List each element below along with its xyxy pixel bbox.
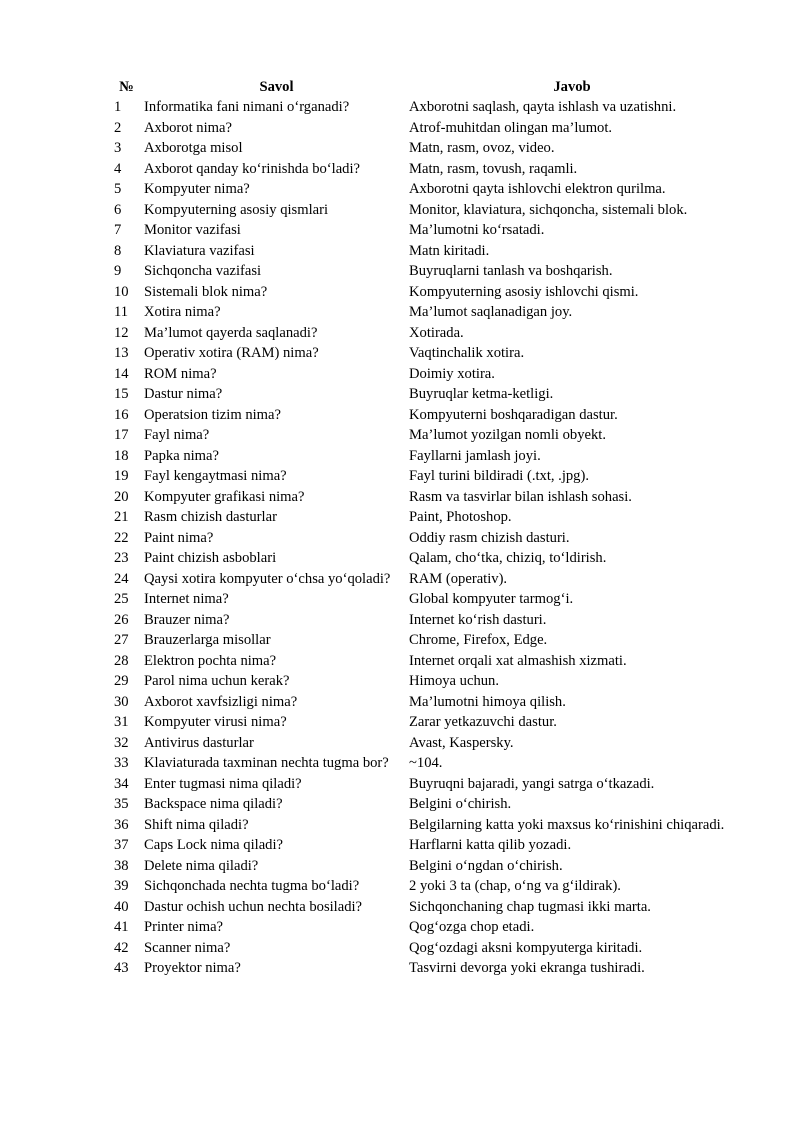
table-row <box>109 734 735 755</box>
row-question: Enter tugmasi nima qiladi? <box>144 775 302 792</box>
row-question: Dastur ochish uchun nechta bosiladi? <box>144 898 363 915</box>
row-number: 25 <box>114 591 129 608</box>
row-answer: 2 yoki 3 ta (chap, o‘ng va g‘ildirak). <box>409 878 621 895</box>
row-answer: Chrome, Firefox, Edge. <box>409 632 548 649</box>
table-row <box>109 160 735 181</box>
row-question: Printer nima? <box>144 919 224 936</box>
row-question: Brauzer nima? <box>144 611 230 628</box>
row-answer: Harflarni katta qilib yozadi. <box>409 837 572 854</box>
row-number: 32 <box>114 734 129 751</box>
row-answer: Vaqtinchalik xotira. <box>409 345 525 362</box>
table-row <box>109 139 735 160</box>
row-number: 4 <box>114 160 122 177</box>
row-question: Sichqoncha vazifasi <box>144 263 262 280</box>
row-answer: RAM (operativ). <box>409 570 508 587</box>
row-number: 28 <box>114 652 129 669</box>
row-answer: Matn, rasm, tovush, raqamli. <box>409 160 578 177</box>
row-number: 24 <box>114 570 129 587</box>
table-row <box>109 775 735 796</box>
row-number: 19 <box>114 468 129 485</box>
table-row <box>109 426 735 447</box>
row-number: 41 <box>114 919 129 936</box>
row-answer: Sichqonchaning chap tugmasi ikki marta. <box>409 898 651 915</box>
row-answer: Matn, rasm, ovoz, video. <box>409 140 555 157</box>
row-answer: Himoya uchun. <box>409 673 499 690</box>
table-row <box>109 672 735 693</box>
row-answer: Qalam, cho‘tka, chiziq, to‘ldirish. <box>409 550 607 567</box>
table-row <box>109 816 735 837</box>
row-answer: Internet ko‘rish dasturi. <box>409 611 547 628</box>
row-answer: Oddiy rasm chizish dasturi. <box>409 529 570 546</box>
row-number: 10 <box>114 283 129 300</box>
row-question: Axborot nima? <box>144 119 232 136</box>
table-row <box>109 98 735 119</box>
row-answer: Buyruqni bajaradi, yangi satrga o‘tkazadi. <box>409 775 655 792</box>
table-row <box>109 631 735 652</box>
row-number: 8 <box>114 242 122 259</box>
row-question: Ma’lumot qayerda saqlanadi? <box>144 324 318 341</box>
row-number: 9 <box>114 263 122 280</box>
table-row <box>109 365 735 386</box>
row-question: Operativ xotira (RAM) nima? <box>144 345 319 362</box>
table-row <box>109 385 735 406</box>
row-number: 29 <box>114 673 129 690</box>
row-question: Kompyuterning asosiy qismlari <box>144 201 329 218</box>
row-question: Backspace nima qiladi? <box>144 796 283 813</box>
table-row <box>109 959 735 980</box>
row-number: 3 <box>114 140 122 157</box>
row-answer: Kompyuterni boshqaradigan dastur. <box>409 406 618 423</box>
row-question: Paint nima? <box>144 529 214 546</box>
row-answer: Xotirada. <box>409 324 464 341</box>
row-question: Dastur nima? <box>144 386 223 403</box>
row-number: 34 <box>114 775 129 792</box>
row-question: Kompyuter virusi nima? <box>144 714 287 731</box>
table-row <box>109 447 735 468</box>
row-answer: Buyruqlarni tanlash va boshqarish. <box>409 263 613 280</box>
table-row <box>109 570 735 591</box>
row-question: Internet nima? <box>144 591 229 608</box>
row-answer: Belgilarning katta yoki maxsus ko‘rinishini chiqaradi. <box>409 816 725 833</box>
table-row <box>109 754 735 775</box>
header-question: Savol <box>259 78 294 95</box>
qa-table-header <box>109 76 735 98</box>
header-answer: Javob <box>553 78 591 95</box>
table-row <box>109 529 735 550</box>
table-row <box>109 713 735 734</box>
table-row <box>109 590 735 611</box>
row-number: 16 <box>114 406 129 423</box>
table-row <box>109 283 735 304</box>
row-number: 37 <box>114 837 129 854</box>
row-question: Kompyuter grafikasi nima? <box>144 488 305 505</box>
row-answer: Ma’lumotni ko‘rsatadi. <box>409 222 545 239</box>
row-number: 26 <box>114 611 129 628</box>
row-answer: Buyruqlar ketma-ketligi. <box>409 386 554 403</box>
table-row <box>109 488 735 509</box>
table-row <box>109 549 735 570</box>
row-question: Klaviatura vazifasi <box>144 242 255 259</box>
row-question: Paint chizish asboblari <box>144 550 277 567</box>
row-question: Elektron pochta nima? <box>144 652 277 669</box>
row-answer: Internet orqali xat almashish xizmati. <box>409 652 627 669</box>
row-question: Axborot qanday ko‘rinishda bo‘ladi? <box>144 160 361 177</box>
row-number: 31 <box>114 714 129 731</box>
row-answer: ~104. <box>409 755 443 772</box>
table-row <box>109 508 735 529</box>
row-question: Proyektor nima? <box>144 960 241 977</box>
row-question: Papka nima? <box>144 447 219 464</box>
table-row <box>109 939 735 960</box>
qa-table <box>109 76 735 980</box>
row-number: 11 <box>114 304 129 321</box>
table-row <box>109 918 735 939</box>
row-number: 6 <box>114 201 122 218</box>
row-question: ROM nima? <box>144 365 217 382</box>
row-number: 42 <box>114 939 129 956</box>
row-number: 33 <box>114 755 129 772</box>
row-number: 18 <box>114 447 129 464</box>
row-question: Operatsion tizim nima? <box>144 406 281 423</box>
header-number: № <box>119 78 134 95</box>
row-answer: Ma’lumot yozilgan nomli obyekt. <box>409 427 606 444</box>
row-answer: Rasm va tasvirlar bilan ishlash sohasi. <box>409 488 632 505</box>
row-number: 2 <box>114 119 122 136</box>
row-answer: Ma’lumotni himoya qilish. <box>409 693 566 710</box>
row-answer: Fayllarni jamlash joyi. <box>409 447 541 464</box>
row-question: Fayl kengaytmasi nima? <box>144 468 287 485</box>
row-answer: Tasvirni devorga yoki ekranga tushiradi. <box>409 960 645 977</box>
row-number: 17 <box>114 427 129 444</box>
row-question: Xotira nima? <box>144 304 221 321</box>
row-question: Sichqonchada nechta tugma bo‘ladi? <box>144 878 360 895</box>
row-answer: Matn kiritadi. <box>409 242 490 259</box>
row-number: 22 <box>114 529 129 546</box>
row-answer: Doimiy xotira. <box>409 365 495 382</box>
row-question: Delete nima qiladi? <box>144 857 259 874</box>
row-question: Informatika fani nimani o‘rganadi? <box>144 99 350 116</box>
table-row <box>109 795 735 816</box>
table-row <box>109 693 735 714</box>
row-answer: Axborotni saqlash, qayta ishlash va uzatishni. <box>409 99 677 116</box>
row-number: 5 <box>114 181 122 198</box>
table-row <box>109 406 735 427</box>
row-answer: Belgini o‘chirish. <box>409 796 512 813</box>
row-answer: Monitor, klaviatura, sichqoncha, sistemali blok. <box>409 201 688 218</box>
row-question: Rasm chizish dasturlar <box>144 509 277 526</box>
row-question: Axborot xavfsizligi nima? <box>144 693 298 710</box>
row-question: Kompyuter nima? <box>144 181 250 198</box>
row-answer: Atrof-muhitdan olingan ma’lumot. <box>409 119 613 136</box>
row-number: 30 <box>114 693 129 710</box>
table-row <box>109 262 735 283</box>
table-row <box>109 303 735 324</box>
row-answer: Global kompyuter tarmog‘i. <box>409 591 574 608</box>
row-question: Shift nima qiladi? <box>144 816 249 833</box>
row-answer: Belgini o‘ngdan o‘chirish. <box>409 857 563 874</box>
table-row <box>109 652 735 673</box>
table-row <box>109 836 735 857</box>
table-row <box>109 877 735 898</box>
row-answer: Fayl turini bildiradi (.txt, .jpg). <box>409 468 589 485</box>
table-row <box>109 119 735 140</box>
row-number: 14 <box>114 365 129 382</box>
row-number: 39 <box>114 878 129 895</box>
row-question: Caps Lock nima qiladi? <box>144 837 284 854</box>
table-row <box>109 467 735 488</box>
table-row <box>109 242 735 263</box>
row-number: 13 <box>114 345 129 362</box>
row-question: Parol nima uchun kerak? <box>144 673 290 690</box>
table-row <box>109 857 735 878</box>
row-answer: Axborotni qayta ishlovchi elektron qurilma. <box>409 181 666 198</box>
row-number: 40 <box>114 898 129 915</box>
row-number: 36 <box>114 816 129 833</box>
row-number: 21 <box>114 509 129 526</box>
row-number: 23 <box>114 550 129 567</box>
row-answer: Zarar yetkazuvchi dastur. <box>409 714 557 731</box>
header-row <box>109 76 735 98</box>
table-row <box>109 180 735 201</box>
row-question: Monitor vazifasi <box>144 222 241 239</box>
row-number: 43 <box>114 960 129 977</box>
row-number: 38 <box>114 857 129 874</box>
row-answer: Qog‘ozga chop etadi. <box>409 919 535 936</box>
table-row <box>109 898 735 919</box>
table-row <box>109 221 735 242</box>
row-question: Qaysi xotira kompyuter o‘chsa yo‘qoladi? <box>144 570 391 587</box>
row-number: 7 <box>114 222 122 239</box>
table-row <box>109 324 735 345</box>
row-question: Brauzerlarga misollar <box>144 632 271 649</box>
row-answer: Qog‘ozdagi aksni kompyuterga kiritadi. <box>409 939 643 956</box>
row-question: Antivirus dasturlar <box>144 734 254 751</box>
row-number: 12 <box>114 324 129 341</box>
row-number: 27 <box>114 632 129 649</box>
row-answer: Avast, Kaspersky. <box>409 734 514 751</box>
table-row <box>109 344 735 365</box>
row-number: 15 <box>114 386 129 403</box>
row-number: 1 <box>114 99 122 116</box>
row-number: 35 <box>114 796 129 813</box>
row-question: Scanner nima? <box>144 939 231 956</box>
row-answer: Ma’lumot saqlanadigan joy. <box>409 304 573 321</box>
row-question: Klaviaturada taxminan nechta tugma bor? <box>144 755 389 772</box>
table-row <box>109 611 735 632</box>
row-question: Fayl nima? <box>144 427 210 444</box>
row-question: Sistemali blok nima? <box>144 283 268 300</box>
table-row <box>109 201 735 222</box>
row-answer: Paint, Photoshop. <box>409 509 512 526</box>
row-number: 20 <box>114 488 129 505</box>
qa-table-body <box>109 98 735 980</box>
row-question: Axborotga misol <box>144 140 243 157</box>
row-answer: Kompyuterning asosiy ishlovchi qismi. <box>409 283 639 300</box>
